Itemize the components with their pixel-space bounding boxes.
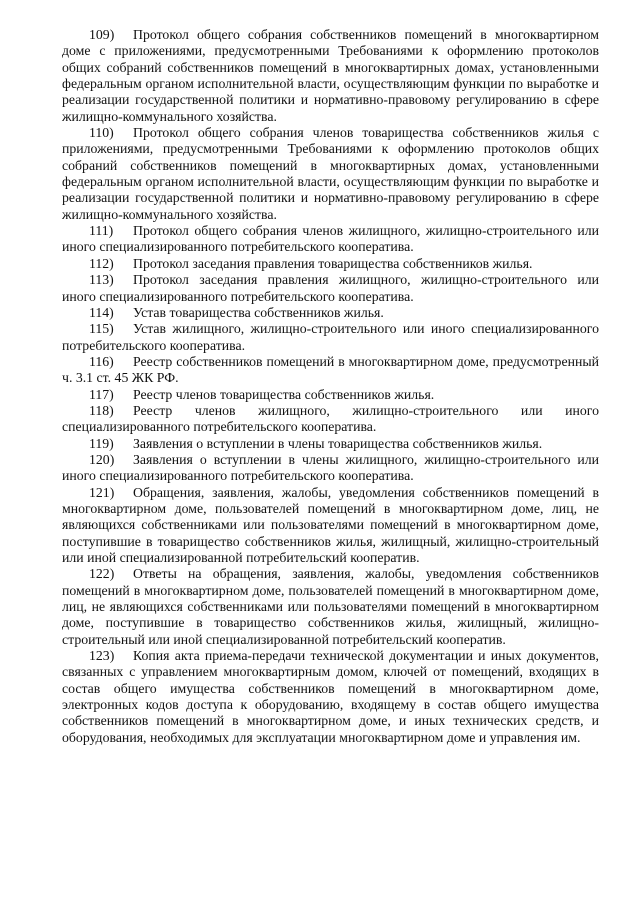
list-item-121 xyxy=(62,485,599,567)
list-item-109 xyxy=(62,27,599,125)
list-item-123 xyxy=(62,648,599,746)
item-number: 113) xyxy=(89,272,114,288)
list-item-112 xyxy=(62,256,599,272)
list-item-113 xyxy=(62,272,599,305)
list-item-115 xyxy=(62,321,599,354)
item-number: 120) xyxy=(89,451,115,467)
item-text: Реестр членов товарищества собственников жилья. xyxy=(133,386,435,402)
item-text: Протокол общего собрания членов товарищества собственников жилья с приложениями, предусмотренными Требованиями к оформлению протоколов общих собраний собственников помещений в многоквартирных домах, установленными федеральным органом исполнительной власти, осуществляющим функции по выработке и реализации государственной политики и нормативно-правовому регулированию в сфере жилищно-коммунального хозяйства. xyxy=(62,125,599,222)
list-item-116 xyxy=(62,354,599,387)
item-text: Заявления о вступлении в члены жилищного, жилищно-строительного или иного специализированного потребительского кооператива. xyxy=(62,451,599,484)
item-text: Копия акта приема-передачи технической документации и иных документов, связанных с управлением многоквартирным домом, ключей от помещений, входящих в состав общего имущества собственников помещений в многоквартирном доме, электронных кодов доступа к оборудованию, входящему в состав общего имущества собственников помещений в многоквартирном доме, и иных технических средств, и оборудования, необходимых для эксплуатации многоквартирном доме и управления им. xyxy=(62,648,599,745)
list-item-120 xyxy=(62,452,599,485)
item-text: Ответы на обращения, заявления, жалобы, уведомления собственников помещений в многоквартирном доме, пользователей помещений в многоквартирном доме, лиц, не являющихся собственниками или пользователями помещений в многоквартирном доме, поступившие в товарищество собственников жилья, жилищный, жилищно-строительный или иной специализированной потребительский кооператив. xyxy=(62,566,599,647)
list-item-118 xyxy=(62,403,599,436)
item-number: 114) xyxy=(89,304,114,320)
item-text: Протокол заседания правления товарищества собственников жилья. xyxy=(133,255,533,271)
item-number: 115) xyxy=(89,321,114,337)
item-number: 122) xyxy=(89,566,115,582)
item-number: 118) xyxy=(89,402,114,418)
list-item-117 xyxy=(62,387,599,403)
item-text: Обращения, заявления, жалобы, уведомления собственников помещений в многоквартирном доме, пользователей помещений в многоквартирном доме, лиц, не являющихся собственниками или пользователями помещений в многоквартирном доме, поступившие в товарищество собственников жилья, жилищный, жилищно-строительный или иной специализированной потребительский кооператив. xyxy=(62,484,599,565)
item-number: 110) xyxy=(89,125,114,141)
item-text: Устав товарищества собственников жилья. xyxy=(133,304,384,320)
item-text: Устав жилищного, жилищно-строительного или иного специализированного потребительского кооператива. xyxy=(62,321,599,353)
item-text: Протокол заседания правления жилищного, жилищно-строительного или иного специализированного потребительского кооператива. xyxy=(62,272,599,304)
item-number: 117) xyxy=(89,386,114,402)
item-text: Протокол общего собрания членов жилищного, жилищно-строительного или иного специализированного потребительского кооператива. xyxy=(62,223,599,255)
item-number: 121) xyxy=(89,484,115,500)
item-number: 111) xyxy=(89,223,114,239)
item-number: 116) xyxy=(89,353,114,369)
item-text: Заявления о вступлении в члены товарищества собственников жилья. xyxy=(133,435,543,451)
item-text: Реестр членов жилищного, жилищно-строительного или иного специализированного потребительского кооператива. xyxy=(62,402,599,435)
list-item-122 xyxy=(62,566,599,648)
item-number: 123) xyxy=(89,648,115,664)
item-number: 109) xyxy=(89,27,115,42)
item-text: Протокол общего собрания собственников помещений в многоквартирном доме с приложениями, предусмотренными Требованиями к оформлению протоколов общих собраний собственников помещений в многоквартирных домах, установленными федеральным органом исполнительной власти, осуществляющим функции по выработке и реализации государственной политики и нормативно-правовому регулированию в сфере жилищно-коммунального хозяйства. xyxy=(62,27,599,124)
list-item-114 xyxy=(62,305,599,321)
list-item-111 xyxy=(62,223,599,256)
item-number: 119) xyxy=(89,435,114,451)
list-item-110 xyxy=(62,125,599,223)
item-text: Реестр собственников помещений в многоквартирном доме, предусмотренный ч. 3.1 ст. 45 ЖК РФ. xyxy=(62,353,599,386)
list-item-119 xyxy=(62,436,599,452)
item-number: 112) xyxy=(89,255,114,271)
